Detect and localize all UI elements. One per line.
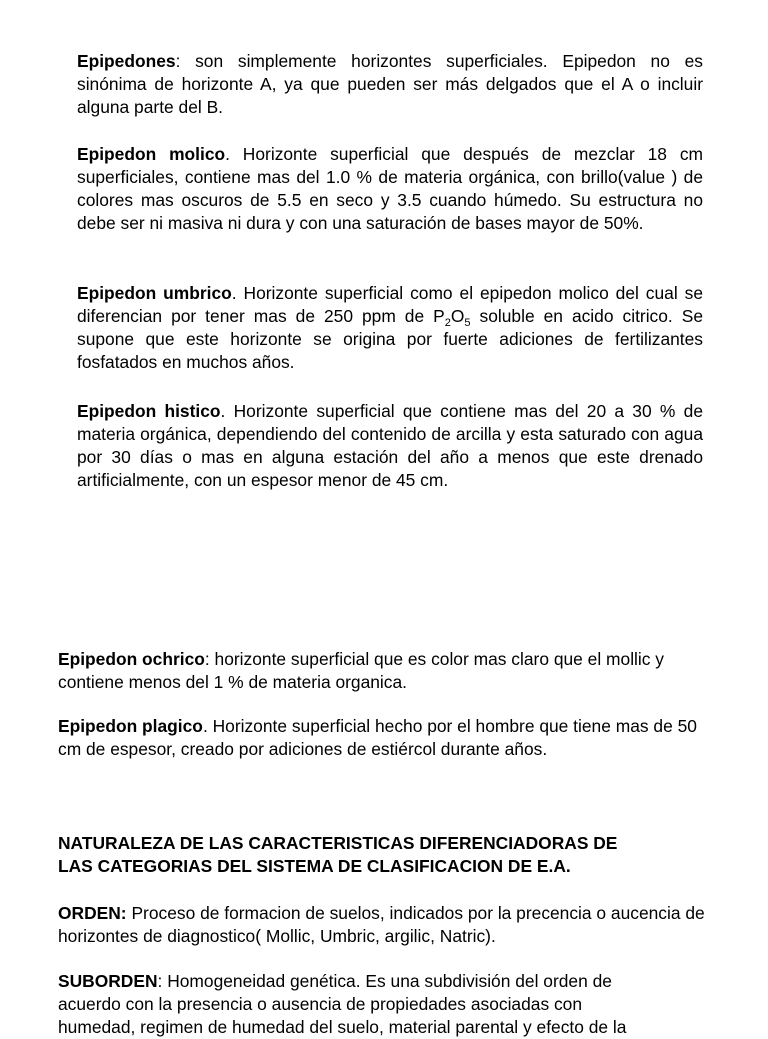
formula-o-subscript: 5 (464, 317, 471, 329)
section-heading-line-1: NATURALEZA DE LAS CARACTERISTICAS DIFERENCIADORAS DE (58, 833, 618, 853)
suborden-line-3: humedad, regimen de humedad del suelo, material parental y efecto de la (58, 1017, 627, 1037)
paragraph-suborden (58, 970, 718, 1039)
term-epipedon-histico: Epipedon histico (77, 401, 221, 421)
term-epipedon-ochrico: Epipedon ochrico (58, 649, 205, 669)
section-heading (58, 832, 718, 878)
paragraph-epipedon-plagico (58, 715, 718, 761)
formula-p-subscript: 2 (444, 317, 451, 329)
paragraph-orden (58, 902, 718, 948)
definition-epipedones: : son simplemente horizontes superficiales. Epipedon no es sinónima de horizonte A, ya que pueden ser más delgados que el A o incluir alguna parte del B. (77, 51, 703, 117)
suborden-line-2: acuerdo con la presencia o ausencia de propiedades asociadas con (58, 994, 583, 1014)
definition-epipedon-ochrico: : horizonte superficial que es color mas claro que el mollic y contiene menos del 1 % de materia organica. (58, 649, 665, 692)
definition-epipedon-histico: . Horizonte superficial que contiene mas del 20 a 30 % de materia orgánica, dependiendo del contenido de arcilla y esta saturado con agua por 30 días o mas en alguna estación del año a menos que este drenado artificialmente, con un espesor menor de 45 cm. (77, 401, 703, 490)
definition-orden: Proceso de formacion de suelos, indicados por la precencia o aucencia de horizontes de diagnostico( Mollic, Umbric, argilic, Natric). (58, 903, 705, 946)
paragraph-epipedon-ochrico (58, 648, 718, 694)
term-orden: ORDEN: (58, 903, 127, 923)
section-heading-line-2: LAS CATEGORIAS DEL SISTEMA DE CLASIFICACION DE E.A. (58, 856, 571, 876)
term-suborden: SUBORDEN (58, 971, 158, 991)
definition-epipedon-umbrico-before: . Horizonte superficial como el epipedon molico del cual se diferencian por tener mas de 250 ppm de (77, 283, 703, 326)
term-epipedones: Epipedones (77, 51, 176, 71)
formula-p: P (433, 306, 445, 326)
term-epipedon-umbrico: Epipedon umbrico (77, 283, 232, 303)
definition-epipedon-plagico: . Horizonte superficial hecho por el hombre que tiene mas de 50 cm de espesor, creado por adiciones de estiércol durante años. (58, 716, 697, 759)
paragraph-epipedon-molico (77, 143, 703, 235)
definition-epipedon-umbrico-after: soluble en acido citrico. Se supone que este horizonte se origina por fuerte adiciones de fertilizantes fosfatados en muchos años. (77, 306, 704, 372)
term-epipedon-plagico: Epipedon plagico (58, 716, 203, 736)
definition-suborden-line-1: : Homogeneidad genética. Es una subdivisión del orden de (157, 971, 612, 991)
paragraph-epipedon-histico (77, 400, 703, 492)
formula-o: O (450, 306, 465, 326)
suborden-line-1 (58, 970, 718, 993)
definition-epipedon-molico: . Horizonte superficial que después de mezclar 18 cm superficiales, contiene mas del 1.0 % de materia orgánica, con brillo(value ) de colores mas oscuros de 5.5 en seco y 3.5 cuando húmedo. Su estructura no debe ser ni masiva ni dura y con una saturación de bases mayor de 50%. (77, 144, 704, 233)
paragraph-epipedon-umbrico (77, 282, 703, 374)
paragraph-epipedones (77, 50, 703, 119)
term-epipedon-molico: Epipedon molico (77, 144, 226, 164)
